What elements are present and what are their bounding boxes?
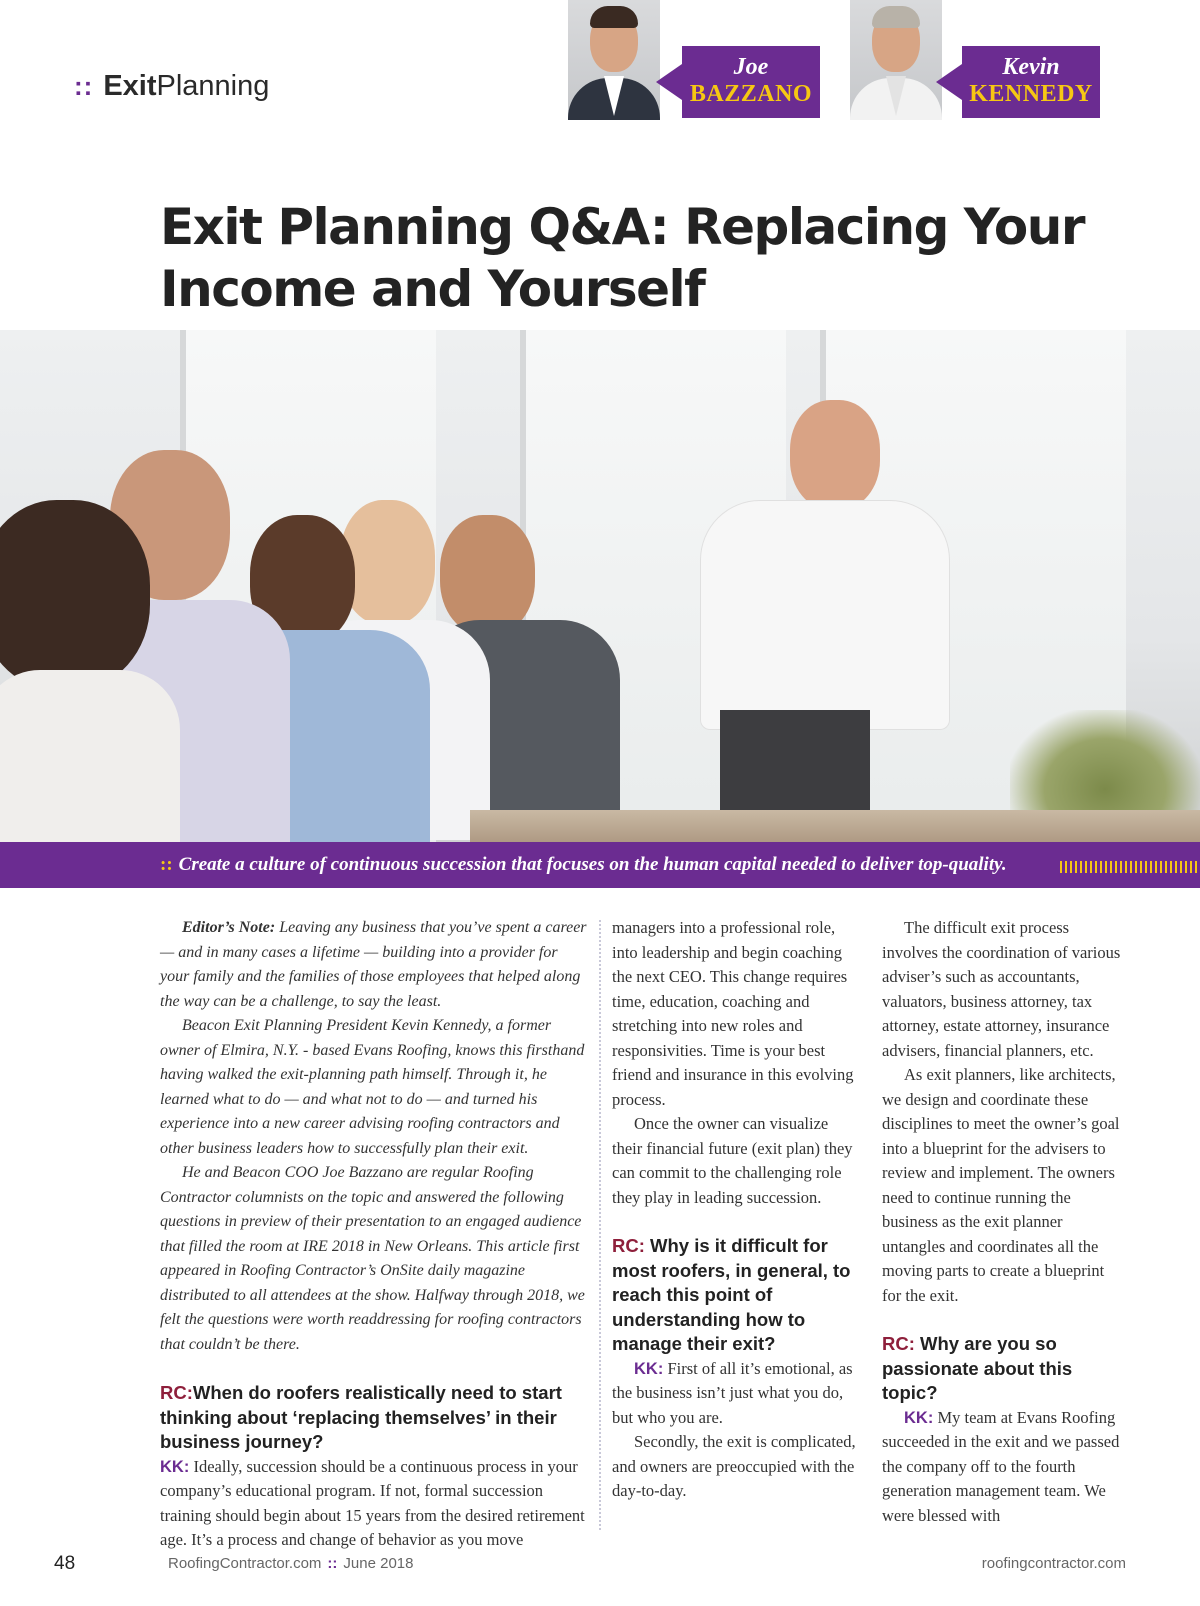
- author-last-name: KENNEDY: [969, 81, 1093, 107]
- author-last-name: BAZZANO: [689, 81, 813, 107]
- question-text: When do roofers realistically need to start thinking about ‘replacing themselves’ in their business journey?: [160, 1382, 562, 1452]
- author-photo-bazzano: [568, 0, 660, 120]
- section-tag-rest: Planning: [156, 69, 270, 102]
- hero-photo: [0, 330, 1200, 842]
- question-1: [160, 1381, 590, 1455]
- footer-issue: June 2018: [343, 1555, 414, 1572]
- answer-text: My team at Evans Roofing succeeded in the exit and we passed the company off to the fourth generation management team. We were blessed with: [882, 1407, 1120, 1525]
- author-photo-kennedy: [850, 0, 942, 120]
- answer-3: [882, 1406, 1127, 1529]
- footer-site[interactable]: RoofingContractor.com: [168, 1555, 322, 1572]
- editors-note: [160, 916, 590, 1357]
- headline-line-2: Income and Yourself: [160, 260, 705, 318]
- question-2: [612, 1234, 857, 1357]
- caption-text: Create a culture of continuous succession that focuses on the human capital needed to deliver top-quality.: [178, 854, 1007, 875]
- author-first-name: Kevin: [1002, 54, 1060, 80]
- author-name-tag-bazzano: [682, 46, 820, 118]
- answer-text: Ideally, succession should be a continuous process in your company’s educational program. If not, formal succession training should begin about 15 years from the desired retirement age. It’s a process and change of behavior as you move: [160, 1456, 585, 1549]
- answer-1: [160, 1455, 590, 1553]
- photo-caption: [160, 842, 1007, 888]
- col2-paragraph-1: managers into a professional role, into leadership and begin coaching the next CEO. This change requires time, education, coaching and stretching into new roles and responsivities. Time is your best friend and insurance in this evolving process.: [612, 918, 854, 1109]
- editors-note-p2: Beacon Exit Planning President Kevin Kennedy, a former owner of Elmira, N.Y. - based Evans Roofing, knows this firsthand having walked the exit-planning path himself. Through it, he learned what to do — and what not to do — and turned his experience into a new career advising roofing contractors and other business leaders how to successfully plan their exit.: [160, 1017, 585, 1157]
- answer-tag: KK:: [904, 1408, 934, 1427]
- answer-tag: KK:: [634, 1359, 664, 1378]
- question-3: [882, 1332, 1127, 1406]
- column-divider: [599, 920, 601, 1530]
- question-text: Why is it difficult for most roofers, in general, to reach this point of understanding how to manage their exit?: [612, 1235, 851, 1354]
- question-tag: RC:: [882, 1333, 915, 1354]
- article-column-1: [160, 916, 590, 1553]
- caption-dots: ::: [160, 854, 173, 875]
- article-column-2: [612, 916, 857, 1504]
- editors-note-p1: Leaving any business that you’ve spent a career — and in many cases a lifetime — building into a provider for your family and the families of those employees that helped along the way can be a challenge, to say the least.: [160, 919, 587, 1010]
- article-column-3: [882, 916, 1127, 1528]
- answer-tag: KK:: [160, 1457, 190, 1476]
- question-text: Why are you so passionate about this topic?: [882, 1333, 1073, 1403]
- footer-publication: [168, 1555, 413, 1572]
- footer-separator: ::: [327, 1555, 338, 1572]
- page-number: 48: [54, 1553, 76, 1574]
- section-tag-dots: ::: [74, 70, 94, 101]
- caption-stripe-decoration: [1060, 861, 1200, 873]
- editors-note-p3: He and Beacon COO Joe Bazzano are regular Roofing Contractor columnists on the topic and answered the following questions in preview of their presentation to an engaged audience that filled the room at IRE 2018 in New Orleans. This article first appeared in Roofing Contractor’s OnSite daily magazine distributed to all attendees at the show. Halfway through 2018, we felt the questions were worth readdressing for roofing contractors that couldn’t be there.: [160, 1164, 585, 1353]
- footer-url[interactable]: roofingcontractor.com: [981, 1555, 1126, 1572]
- headline-line-1: Exit Planning Q&A: Replacing Your: [160, 198, 1085, 256]
- editors-note-label: Editor’s Note:: [182, 919, 276, 936]
- question-tag: RC:: [160, 1382, 193, 1403]
- question-tag: RC:: [612, 1235, 645, 1256]
- section-tag: [74, 66, 269, 106]
- answer-text: First of all it’s emotional, as the business isn’t just what you do, but who you are.: [612, 1358, 853, 1427]
- col3-paragraph-1: The difficult exit process involves the coordination of various adviser’s such as accountants, valuators, business attorney, tax attorney, estate attorney, insurance advisers, financial planners, etc.: [882, 918, 1121, 1060]
- author-name-tag-kennedy: [962, 46, 1100, 118]
- col2-paragraph-2: Once the owner can visualize their financial future (exit plan) they can commit to the challenging role they play in leading succession.: [612, 1114, 853, 1207]
- section-tag-bold: Exit: [103, 69, 157, 102]
- author-first-name: Joe: [733, 54, 769, 80]
- article-headline: [160, 196, 1140, 320]
- col2-paragraph-3: Secondly, the exit is complicated, and owners are preoccupied with the day-to-day.: [612, 1432, 856, 1500]
- col3-paragraph-2: As exit planners, like architects, we design and coordinate these disciplines to meet the owner’s goal into a blueprint for the advisers to review and implement. The owners need to continue running the business as the exit planner untangles and coordinates all the moving parts to create a blueprint for the exit.: [882, 1065, 1120, 1305]
- answer-2: [612, 1357, 857, 1431]
